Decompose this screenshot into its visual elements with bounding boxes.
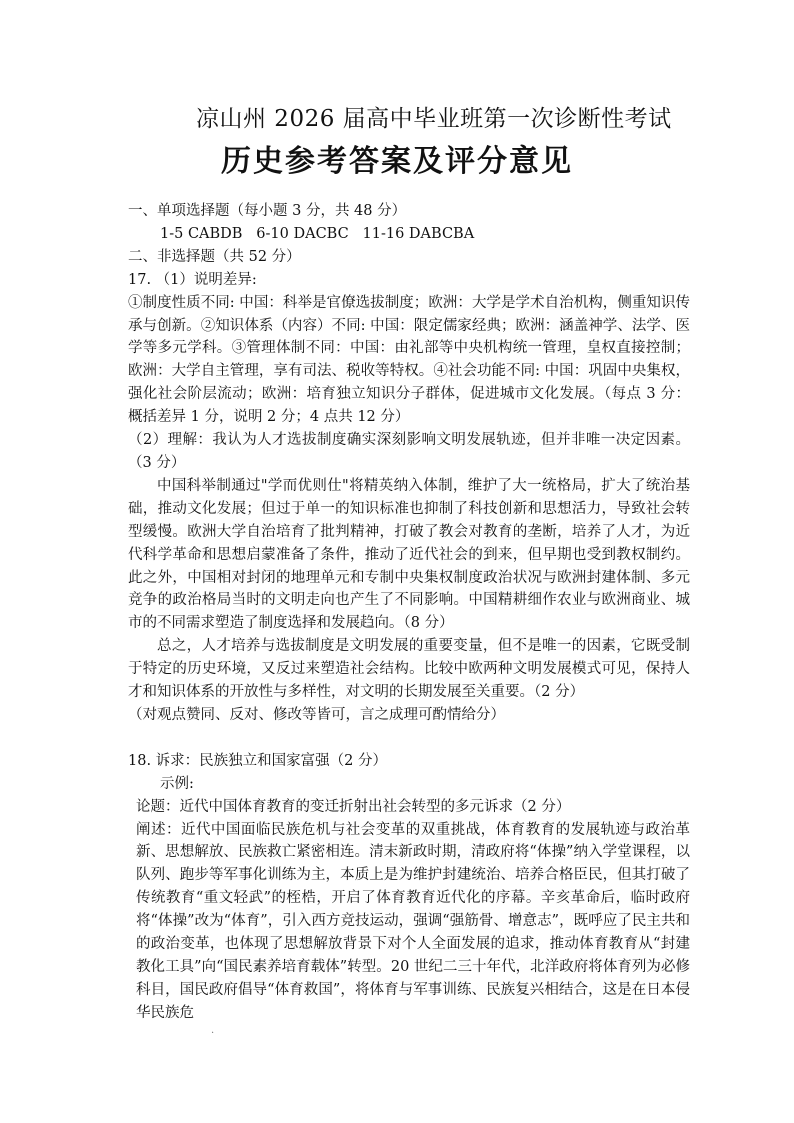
q18-example-label: 示例: xyxy=(160,775,194,792)
q17-part2-heading: （2）理解：我认为人才选拔制度确实深刻影响文明发展轨迹，但并非唯一决定因素。（3 分） xyxy=(128,432,690,471)
answer-key-title: 历史参考答案及评分意见 xyxy=(221,144,573,179)
q17-part2-paragraph-2: 总之，人才培养与选拔制度是文明发展的重要变量，但不是唯一的因素，它既受制于特定的历史环境，又反过来塑造社会结构。比较中欧两种文明发展模式可见，保持人才和知识体系的开放性与多样性，对文明的长期发展至关重要。（2 分） xyxy=(128,638,690,701)
q18-appeal: 18. 诉求：民族独立和国家富强（2 分） xyxy=(128,752,388,769)
exam-title: 凉山州 2026 届高中毕业班第一次诊断性考试 xyxy=(196,106,672,132)
q17-part1-body: ①制度性质不同: 中国：科举是官僚选拔制度；欧洲：大学是学术自治机构，侧重知识传承与创新。②知识体系（内容）不同: 中国：限定儒家经典；欧洲：涵盖神学、法学、医学等多元学科。③管理体制不同：中国：由礼部等中央机构统一管理，皇权直接控制；欧洲：大学自主管理，享有司法、税收等特权。④社会功能不同: 中国：巩固中央集权，强化社会阶层流动；欧洲：培育独立知识分子群体，促进城市文化发展。（每点 3 分：概括差异 1 分，说明 2 分；4 点共 12 分） xyxy=(128,294,690,426)
q17-part1-heading: 17. （1）说明差异: xyxy=(128,271,257,288)
spacer xyxy=(128,727,690,750)
q17-grading-note: （对观点赞同、反对、修改等皆可，言之成理可酌情给分） xyxy=(128,706,505,723)
section2-heading: 二、非选择题（共 52 分） xyxy=(128,248,301,265)
section1-heading: 一、单项选择题（每小题 3 分，共 48 分） xyxy=(128,203,407,219)
q18-argument: 阐述：近代中国面临民族危机与社会变革的双重挑战，体育教育的发展轨迹与政治革新、思想解放、民族救亡紧密相连。清末新政时期，清政府将“体操”纳入学堂课程，以队列、跑步等军事化训练为主，本质上是为维护封建统治、培养合格臣民，但其打破了传统教育“重文轻武”的桎梏，开启了体育教育近代化的序幕。辛亥革命后，临时政府将“体操”改为“体育”，引入西方竞技运动，强调“强筋骨、增意志”，既呼应了民主共和的政治变革，也体现了思想解放背景下对个人全面发展的追求，推动体育教育从“封建教化工具”向“国民素养培育载体”转型。20 世纪二三十年代，北洋政府将体育列为必修科目，国民政府倡导“体育救国”，将体育与军事训练、民族复兴相结合，这是在日本侵华民族危 xyxy=(136,821,690,1021)
document-body xyxy=(128,200,690,1025)
q17-part2-paragraph-1: 中国科举制通过"学而优则仕"将精英纳入体制，维护了大一统格局，扩大了统治基础，推动文化发展；但过于单一的知识标准也抑制了科技创新和思想活力，导致社会转型缓慢。欧洲大学自治培育了批判精神，打破了教会对教育的垄断，培养了人才，为近代科学革命和思想启蒙准备了条件，推动了近代社会的到来，但早期也受到教权制约。此之外，中国相对封闭的地理单元和专制中央集权制度政治状况与欧洲封建体制、多元竞争的政治格局当时的文明走向也产生了不同影响。中国精耕细作农业与欧洲商业、城市的不同需求塑造了制度选择和发展趋向。（8 分） xyxy=(128,477,690,632)
q18-thesis: 论题：近代中国体育教育的变迁折射出社会转型的多元诉求（2 分） xyxy=(136,798,571,815)
mcq-answers: 1-5 CABDB 6-10 DACBC 11-16 DABCBA xyxy=(160,225,475,242)
footer-mark: . xyxy=(211,1025,215,1036)
